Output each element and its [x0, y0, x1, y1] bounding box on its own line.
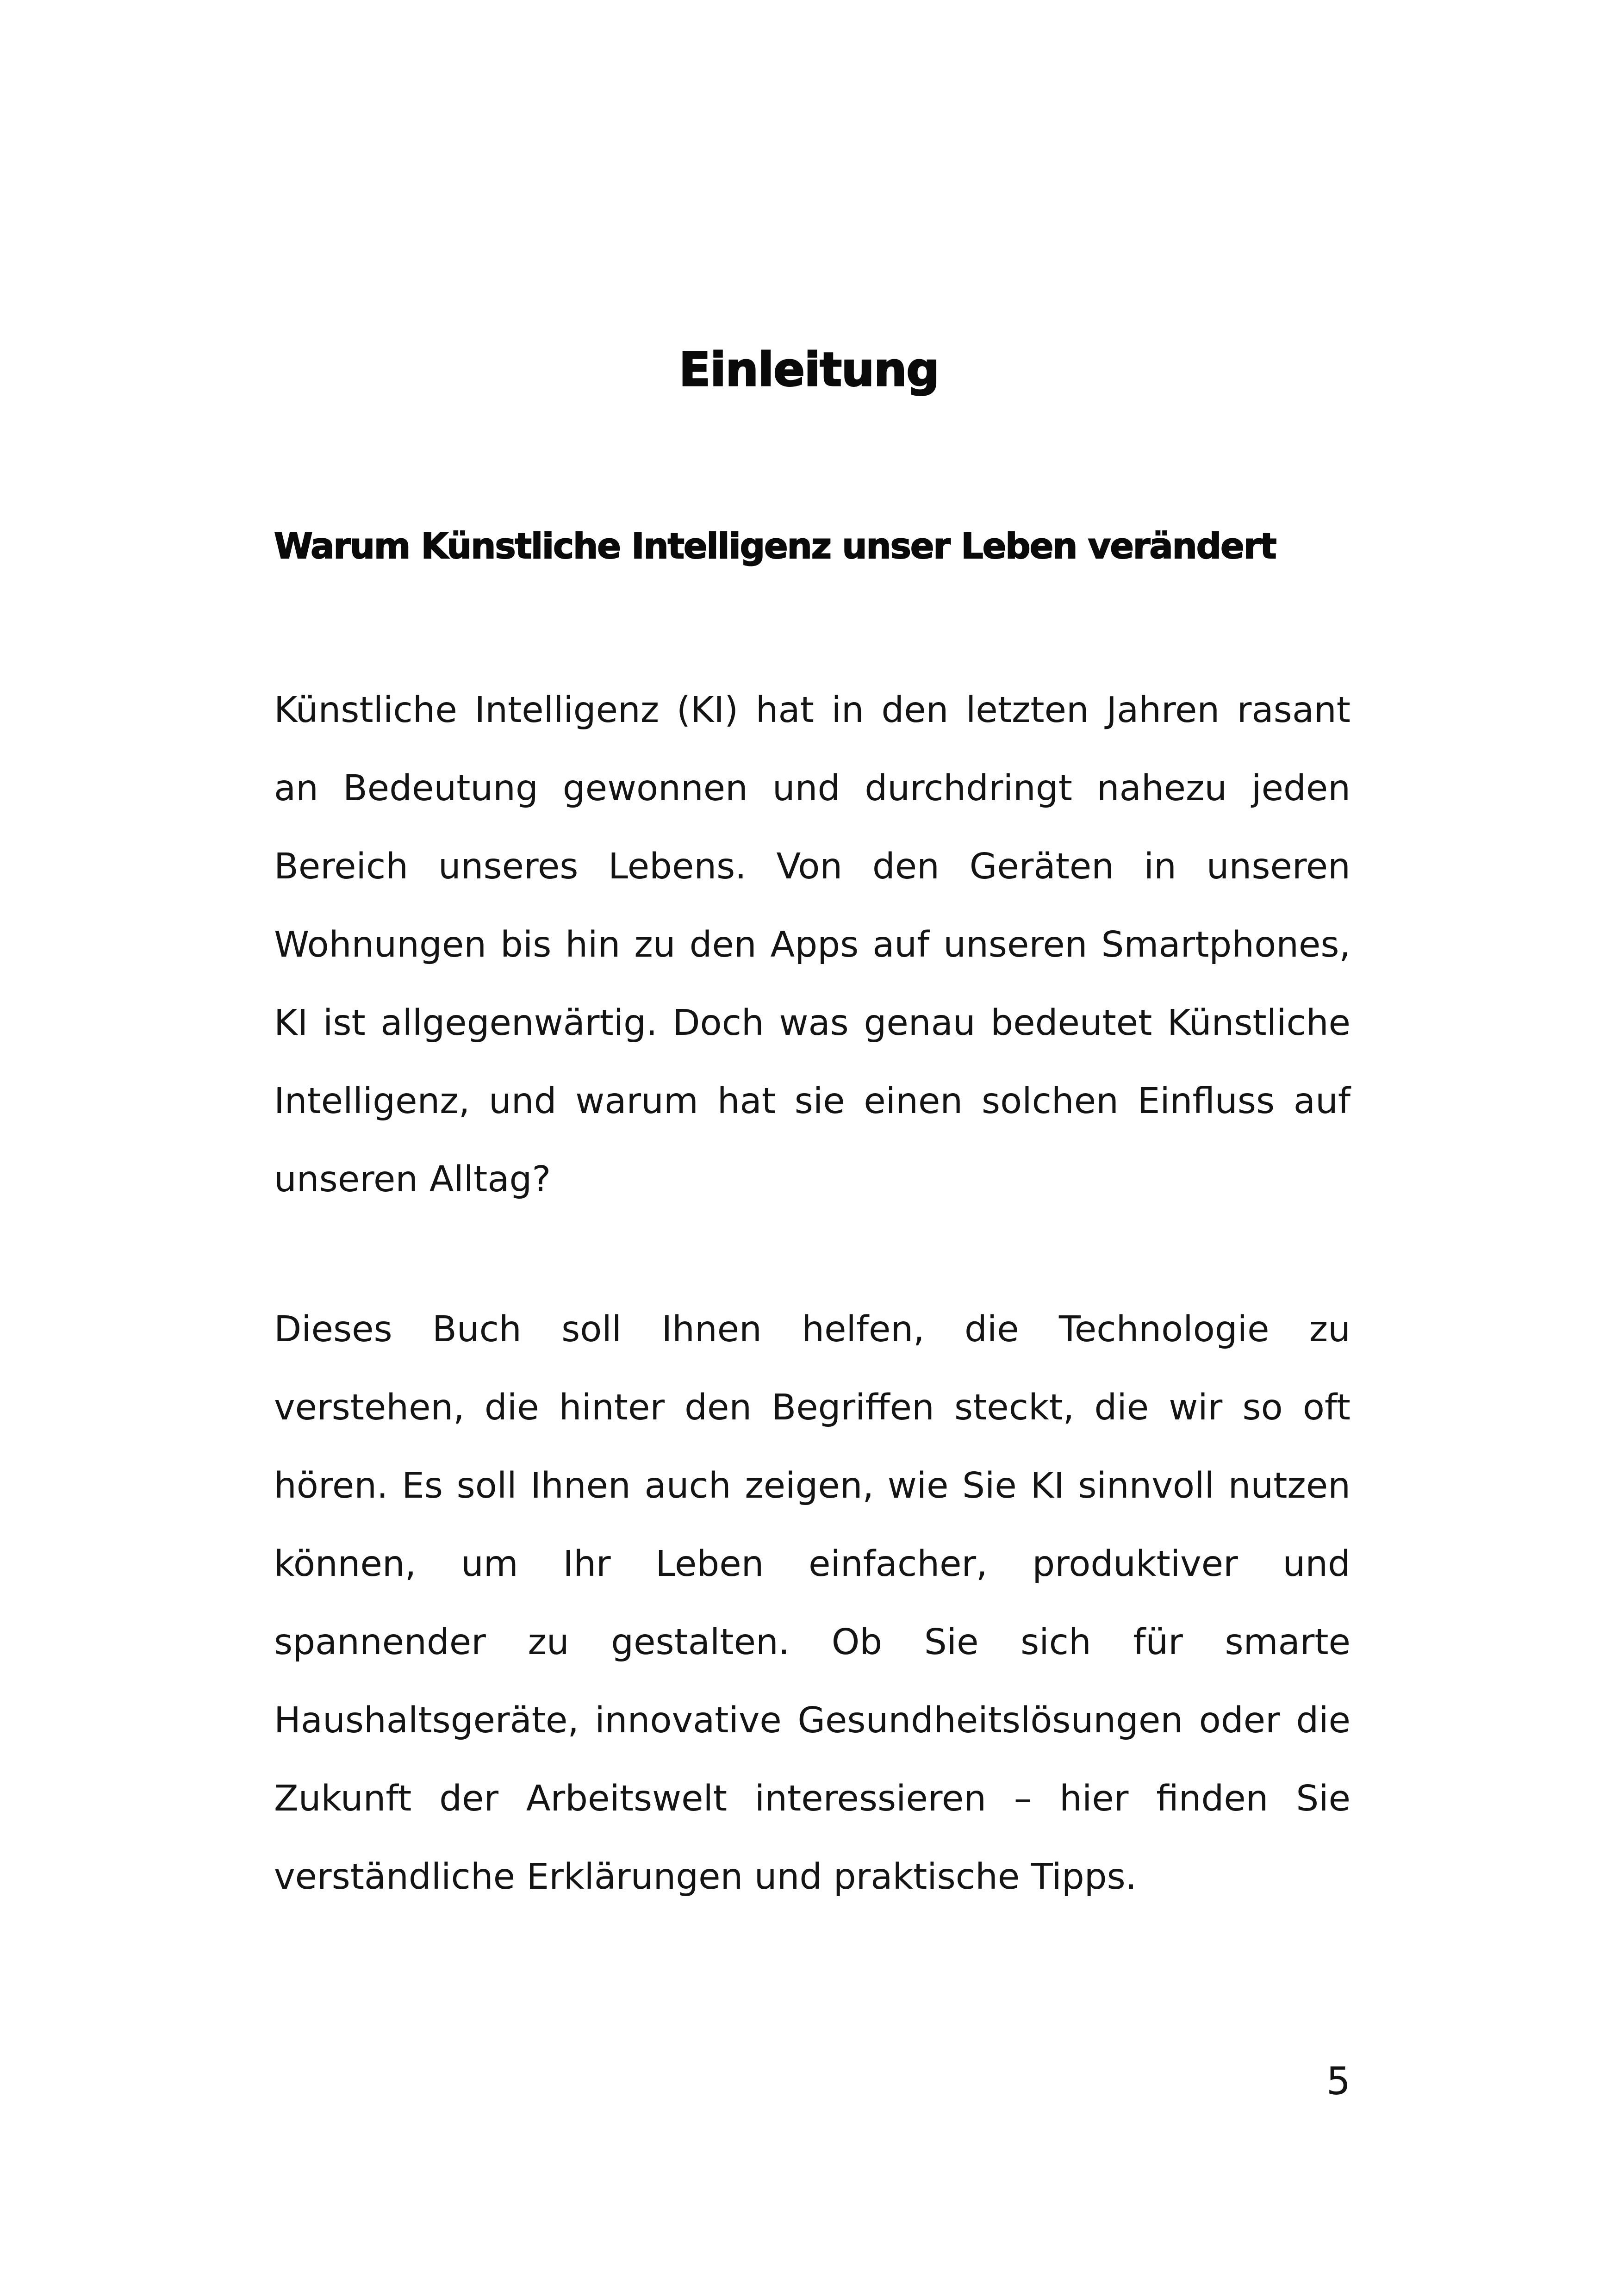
section-title: Warum Künstliche Intelligenz unser Leben verändert — [274, 525, 1276, 566]
body-paragraph-2: Dieses Buch soll Ihnen helfen, die Technologie zu verstehen, die hinter den Begriffen steckt, die wir so oft hören. Es soll Ihnen auch zeigen, wie Sie KI sinnvoll nutzen können, um Ihr Leben einfacher, produktiver und spannender zu gestalten. Ob Sie sich für smarte Haushaltsgeräte, innovative Gesundheitslösungen oder die Zukunft der Arbeitswelt interessieren – hier finden Sie verständliche Erklärungen und praktische Tipps. — [274, 1309, 1350, 1898]
page-number: 5 — [1326, 2060, 1350, 2103]
chapter-title: Einleitung — [679, 342, 939, 397]
body-paragraph-1: Künstliche Intelligenz (KI) hat in den letzten Jahren rasant an Bedeutung gewonnen und durchdringt nahezu jeden Bereich unseres Lebens. Von den Geräten in unseren Wohnungen bis hin zu den Apps auf unseren Smartphones, KI ist allgegenwärtig. Doch was genau bedeutet Künstliche Intelligenz, und warum hat sie einen solchen Einfluss auf unseren Alltag? — [274, 690, 1350, 1200]
